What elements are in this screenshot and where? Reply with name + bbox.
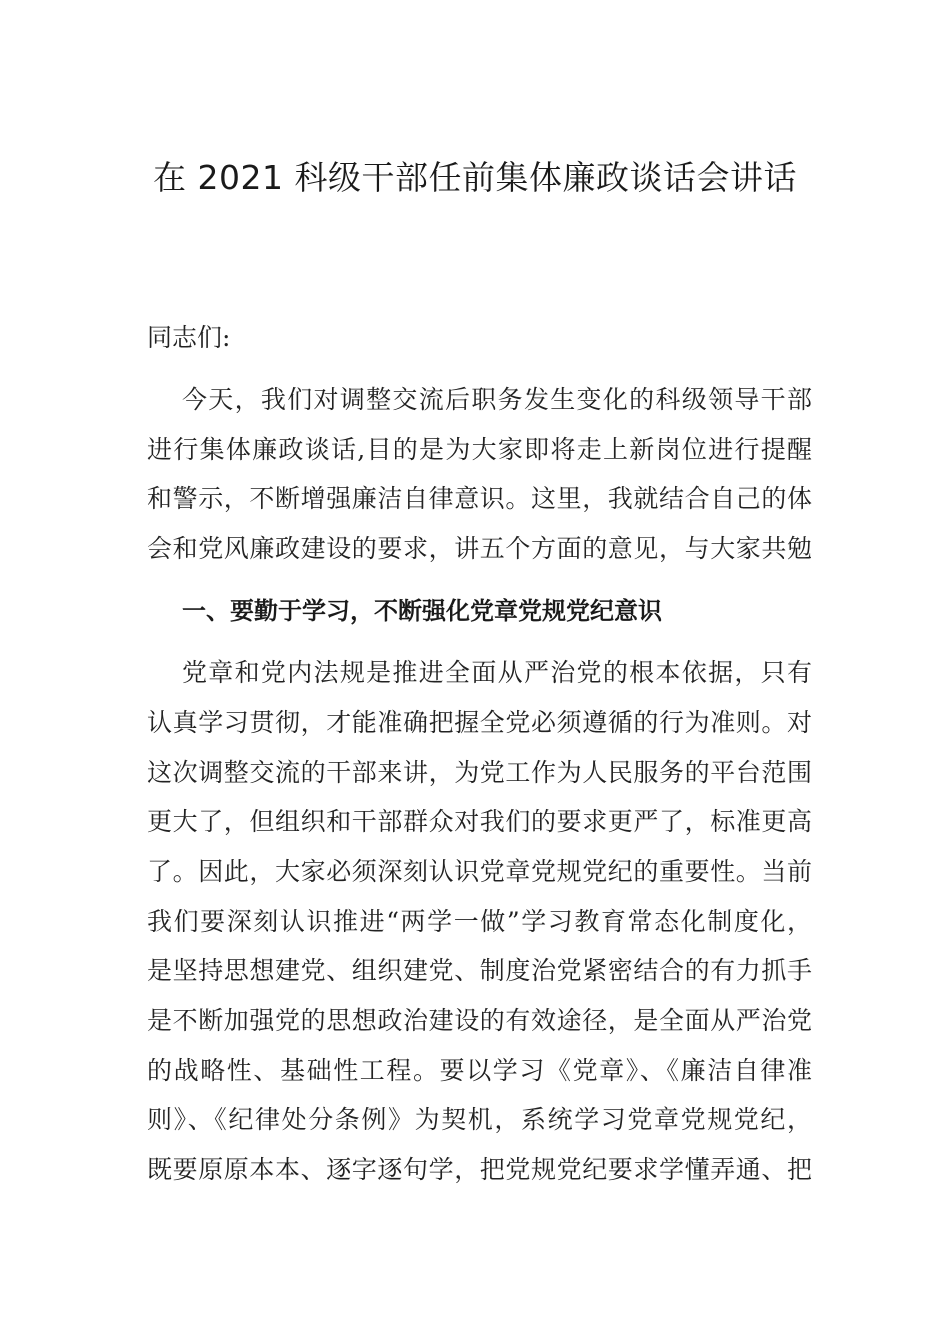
paragraph-1-line-3: 和警示，不断增强廉洁自律意识。这里，我就结合自己的体 [147,484,812,513]
paragraph-2-line-4: 更大了，但组织和干部群众对我们的要求更严了，标准更高 [147,807,812,836]
paragraph-1-line-4: 会和党风廉政建设的要求，讲五个方面的意见，与大家共勉 [147,534,812,563]
paragraph-2-line-3: 这次调整交流的干部来讲，为党工作为人民服务的平台范围 [147,758,812,787]
section-heading-1: 一、要勤于学习，不断强化党章党规党纪意识 [182,597,662,625]
paragraph-2-line-8: 是不断加强党的思想政治建设的有效途径，是全面从严治党 [147,1006,812,1035]
paragraph-2-line-2: 认真学习贯彻，才能准确把握全党必须遵循的行为准则。对 [147,708,812,737]
paragraph-2-line-9: 的战略性、基础性工程。要以学习《党章》、《廉洁自律准 [147,1056,812,1085]
paragraph-2-line-7: 是坚持思想建党、组织建党、制度治党紧密结合的有力抓手 [147,956,812,985]
paragraph-1-line-2: 进行集体廉政谈话,目的是为大家即将走上新岗位进行提醒 [147,435,812,464]
paragraph-2-line-11: 既要原原本本、逐字逐句学，把党规党纪要求学懂弄通、把 [147,1155,812,1184]
paragraph-2-line-1: 党章和党内法规是推进全面从严治党的根本依据，只有 [182,658,812,687]
paragraph-1-line-1: 今天，我们对调整交流后职务发生变化的科级领导干部 [182,385,812,414]
salutation: 同志们: [147,323,231,352]
paragraph-2-line-10: 则》、《纪律处分条例》为契机，系统学习党章党规党纪， [147,1105,812,1134]
document-title: 在 2021 科级干部任前集体廉政谈话会讲话 [153,158,797,197]
paragraph-2-line-6: 我们要深刻认识推进“两学一做”学习教育常态化制度化， [147,907,812,936]
paragraph-2-line-5: 了。因此，大家必须深刻认识党章党规党纪的重要性。当前 [147,857,812,886]
